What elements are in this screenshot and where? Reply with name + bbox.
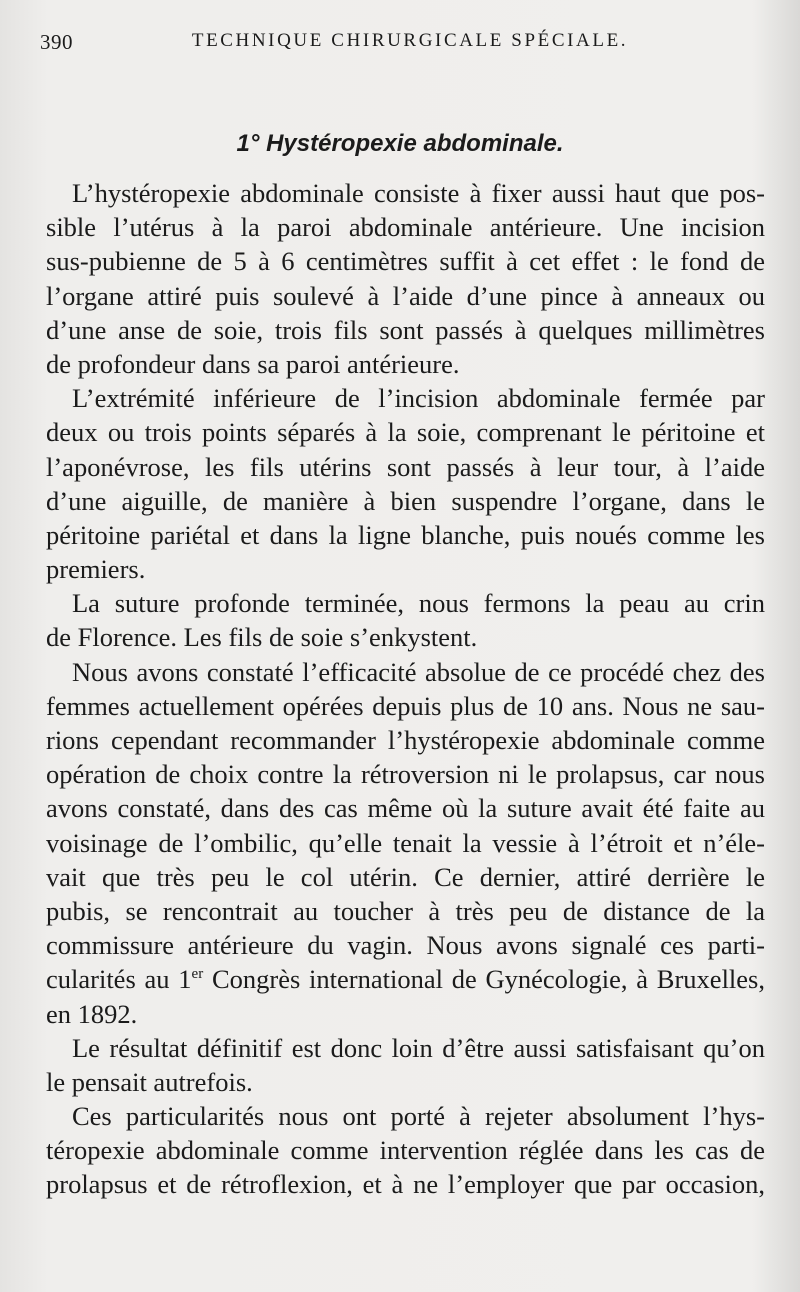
text-line: Le résultat définitif est donc loin d’être aussi satisfaisant qu’on	[72, 1032, 765, 1063]
text-line: de profondeur dans sa paroi antérieure.	[46, 348, 460, 379]
text-line: l’aponévrose, les fils utérins sont passés à leur tour, à l’aide	[46, 451, 765, 482]
text-line: femmes actuellement opérées depuis plus de 10 ans. Nous ne sau-	[46, 690, 765, 721]
text-line: premiers.	[46, 554, 146, 585]
section-title: 1° Hystéropexie abdominale.	[236, 130, 564, 157]
superscript: er	[191, 966, 204, 983]
text-line: Nous avons constaté l’efficacité absolue de ce procédé chez des	[72, 656, 765, 687]
text-line: l’organe attiré puis soulevé à l’aide d’une pince à anneaux ou	[46, 280, 765, 311]
text-line: d’une aiguille, de manière à bien suspendre l’organe, dans le	[46, 485, 765, 516]
text-line: sible l’utérus à la paroi abdominale antérieure. Une incision	[46, 212, 765, 243]
text-line: L’extrémité inférieure de l’incision abdominale fermée par	[72, 383, 765, 414]
text-line: La suture profonde terminée, nous fermons la peau au crin	[72, 588, 765, 619]
text-line	[46, 962, 765, 996]
text-line: téropexie abdominale comme intervention réglée dans les cas de	[46, 1135, 765, 1166]
running-title: TECHNIQUE CHIRURGICALE SPÉCIALE.	[191, 30, 629, 51]
text-line: prolapsus et de rétroflexion, et à ne l’employer que par occasion,	[46, 1169, 765, 1200]
text-line: opération de choix contre la rétroversion ni le prolapsus, car nous	[46, 759, 765, 790]
text-line: avons constaté, dans des cas même où la suture avait été faite au	[46, 793, 765, 824]
running-head	[40, 30, 760, 60]
text-line: voisinage de l’ombilic, qu’elle tenait la vessie à l’étroit et n’éle-	[46, 827, 765, 858]
text-line: en 1892.	[46, 998, 138, 1029]
text-line: péritoine pariétal et dans la ligne blanche, puis noués comme les	[46, 519, 765, 550]
text-line: d’une anse de soie, trois fils sont passés à quelques millimètres	[46, 314, 765, 345]
text-line: pubis, se rencontrait au toucher à très peu de distance de la	[46, 895, 765, 926]
text-line: deux ou trois points séparés à la soie, comprenant le péritoine et	[46, 417, 765, 448]
body-text	[46, 176, 765, 1202]
text-segment: Congrès international de Gynécologie, à Bruxelles,	[203, 964, 765, 995]
text-line: Ces particularités nous ont porté à rejeter absolument l’hys-	[72, 1101, 765, 1132]
text-line: vait que très peu le col utérin. Ce dernier, attiré derrière le	[46, 861, 765, 892]
text-line: le pensait autrefois.	[46, 1066, 253, 1097]
text-line: L’hystéropexie abdominale consiste à fixer aussi haut que pos-	[72, 178, 765, 208]
page-number: 390	[40, 30, 73, 54]
text-line: sus-pubienne de 5 à 6 centimètres suffit à cet effet : le fond de	[46, 246, 765, 277]
text-line: rions cependant recommander l’hystéropexie abdominale comme	[46, 725, 765, 755]
text-line: de Florence. Les fils de soie s’enkystent.	[46, 622, 478, 653]
text-line: commissure antérieure du vagin. Nous avons signalé ces parti-	[46, 930, 765, 961]
text-segment: cularités au 1	[46, 964, 192, 995]
